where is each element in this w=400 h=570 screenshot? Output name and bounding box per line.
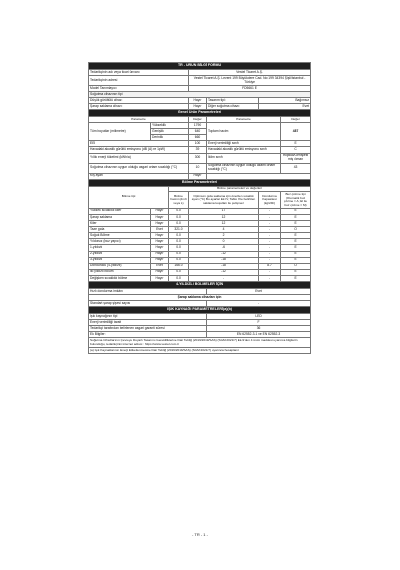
compartment-capacity: 8.7 [259, 263, 281, 269]
min-temp-value: 10 [189, 163, 207, 173]
other-device-value: Evet [259, 104, 311, 110]
compartment-volume: 0.0 [169, 221, 189, 227]
winter-setting-value: Hayır [189, 173, 207, 179]
address-value: Vestel Ticaret A.Ş. Levent 199 Büyükdere Cad. No:199 34394 Şişli/İstanbul - Türkiye [189, 76, 311, 86]
param-col-header: Parametre [89, 117, 189, 123]
compartment-defrost: E [281, 233, 311, 239]
supplier-value: Vestel Ticaret A.Ş. [189, 69, 311, 75]
wine-section-title: Şarap saklama cihazları için [89, 295, 311, 301]
eei-label: EEI [89, 141, 189, 147]
winter-setting-label: Kış ayarı [89, 173, 189, 179]
address-label: Tedarikçinin adresi [89, 76, 189, 86]
temp-setting-header: Optimum gıda saklama için önerilen sıcaklık ayarı (°C) Bu ayarlar Ek IV, Tablo 3'te belirtilen saklama koşulları ile çelişmez [189, 192, 259, 209]
wine-bottles-value: - [207, 301, 311, 307]
value-col-header-2: Değer [281, 117, 311, 123]
compartment-present: Hayır [151, 275, 169, 281]
note-light-source: (a) Işık Kaynaklarının Enerji Etiketlenmesine Dair Tebliğ (2019/2019/SAS) (SGM:2021/7) uyarınca hesaplanır [89, 348, 311, 354]
other-device-label: Diğer soğutma cihazı: [207, 104, 259, 110]
compartment-capacity: - [259, 275, 281, 281]
compartment-defrost: E [281, 251, 311, 257]
compartment-defrost: O [281, 263, 311, 269]
compartment-present: Hayır [151, 245, 169, 251]
compartment-present: Hayır [151, 251, 169, 257]
compartment-capacity: - [259, 251, 281, 257]
compartment-temp: 12 [189, 214, 259, 220]
sheet-title: TR - ÜRÜN BİLGİ FORMU [89, 63, 311, 70]
compartments-section-title: Bölme Parametreleri [89, 179, 311, 186]
noise-db-value: 39 [189, 147, 207, 153]
light-param-label: Tedarikçi tarafından belirlenen asgari garanti süresi [89, 326, 207, 332]
compartment-present: Evet [151, 227, 169, 233]
annual-energy-value: 300 [189, 153, 207, 163]
fast-freeze-value: Evet [207, 288, 311, 294]
compartment-name: Yıldızsız (buz yapıcı) [89, 239, 151, 245]
compartment-temp: 2 [189, 233, 259, 239]
compartment-name: Soğuk Bölme [89, 233, 151, 239]
compartment-name: 3-yıldızlı [89, 257, 151, 263]
dim-value: 1790 [189, 123, 207, 129]
noise-device-label: Düşük gürültülü cihaz: [89, 98, 189, 104]
compartment-defrost: O [281, 227, 311, 233]
model-label: Model Tanımlayıcı [89, 86, 189, 92]
light-section-title: IŞIK KAYNAĞI PARAMETRELERİ(a)(b) [89, 307, 311, 314]
compartment-temp: 4 [189, 227, 259, 233]
page-number: - TR - 1 - [192, 532, 208, 537]
compartment-defrost: E [281, 208, 311, 214]
noise-class-label: Havadaki akustik gürültü emisyonu sınıfı [207, 147, 281, 153]
fast-freeze-label: Hızlı dondurma imkânı [89, 288, 207, 294]
annual-energy-label: Yıllık enerji tüketimi (kWh/a) [89, 153, 189, 163]
compartment-defrost: E [281, 269, 311, 275]
compartment-volume: 321.0 [169, 227, 189, 233]
params-section-title: Genel Ürün Parametreleri [89, 110, 311, 117]
compartment-capacity: - [259, 239, 281, 245]
wine-device-label: Şarap saklama cihazı: [89, 104, 189, 110]
noise-class-value: C [281, 147, 311, 153]
compartment-params-header: Bölme parametreleri ve değerleri [169, 186, 311, 192]
compartment-temp: -18 [189, 257, 259, 263]
compartment-capacity: - [259, 221, 281, 227]
compartment-temp: -6 [189, 245, 259, 251]
compartment-capacity: - [259, 233, 281, 239]
product-info-sheet [88, 62, 310, 354]
total-volume-value: 487 [281, 123, 311, 141]
compartment-volume: 0.0 [169, 251, 189, 257]
volume-header: Bölme hacmi (dm3 veya L) [169, 192, 189, 209]
compartment-volume: 0.0 [169, 239, 189, 245]
light-param-label: Ek Bilgiler: [89, 332, 207, 338]
noise-device-value: Hayır [189, 98, 207, 104]
compartment-volume: 0.0 [169, 214, 189, 220]
compartment-defrost: E [281, 275, 311, 281]
compartment-capacity: - [259, 245, 281, 251]
info-table [88, 62, 311, 354]
compartment-volume: 0.0 [169, 275, 189, 281]
light-param-value: 36 [207, 326, 311, 332]
compartment-temp: 0 [189, 239, 259, 245]
model-value: FD5661 E [189, 86, 311, 92]
dim-name: Genişlik [151, 129, 189, 135]
compartment-temp: -12 [189, 251, 259, 257]
compartment-temp: -18 [189, 263, 259, 269]
compartment-present: Hayır [151, 233, 169, 239]
dims-label: Tüm boyutlar (milimetre) [89, 123, 151, 141]
noise-db-label: Havadaki akustik gürültü emisyonu (dB (A) re 1pW) [89, 147, 189, 153]
compartment-name: Yüksek sıcaklıklı kiler [89, 208, 151, 214]
wine-bottles-label: Standart şarap şişesi sayısı [89, 301, 207, 307]
dim-name: Derinlik [151, 135, 189, 141]
compartment-volume: 0.0 [169, 233, 189, 239]
climate-class-label: İklim sınıfı [207, 153, 281, 163]
compartment-present: Hayır [151, 208, 169, 214]
light-param-value: F [207, 320, 311, 326]
compartment-volume: 0.0 [169, 269, 189, 275]
compartment-defrost: E [281, 245, 311, 251]
wine-device-value: Hayır [189, 104, 207, 110]
compartment-capacity: - [259, 208, 281, 214]
light-param-label: Enerji verimliliği tarafı [89, 320, 207, 326]
compartment-present: Hayır [151, 269, 169, 275]
supplier-label: Tedarikçinin adı veya ticari ünvanı [89, 69, 189, 75]
light-param-value: LED [207, 314, 311, 320]
compartment-name: İki yıldızlı bölüm [89, 269, 151, 275]
compartment-present: Hayır [151, 221, 169, 227]
compartment-name: Dondurucu (4-yıldızlı) [89, 263, 151, 269]
value-col-header: Değer [189, 117, 207, 123]
compartment-defrost: E [281, 239, 311, 245]
four-star-section-title: 4-YILDIZLI BÖLMELER İÇİN [89, 282, 311, 289]
min-temp-label: Soğutma cihazının uygun olduğu asgari ortam sıcaklığı (°C) [89, 163, 189, 173]
design-type-label: Tasarım tipi: [207, 98, 259, 104]
compartment-defrost: E [281, 221, 311, 227]
light-param-label: Işık kaynağının tipi [89, 314, 207, 320]
max-temp-value: 43 [281, 163, 311, 173]
freezing-capacity-header: Dondurma Kapasitesi (kg/24h) [259, 192, 281, 209]
compartment-capacity: - [259, 214, 281, 220]
eei-value: 100 [189, 141, 207, 147]
light-param-value: EN 62552-3-1 ve EN 62552-3 [207, 332, 311, 338]
note-supplier-website: Soğutma Cihazlarının Çevreye Duyarlı Tasarımı Gerekliliklerine Dair Tebliğ (2019/2019/SAS) (SGM:2021/7) Ek-9'den 4 üncü maddesi uyarınca bilgilerin bulunduğu, tedarikçinin internet adresi : https://www.vestel.com.tr [89, 338, 311, 348]
max-temp-label: Soğutma cihazının uygun olduğu azami ortam sıcaklığı (°C) [207, 163, 281, 173]
compartment-capacity: - [259, 257, 281, 263]
compartment-present: Hayır [151, 257, 169, 263]
total-volume-label: Toplam hacim [207, 123, 281, 141]
compartment-type-header: Bölme tipi [89, 186, 169, 208]
compartment-temp: 17 [189, 208, 259, 214]
compartment-defrost: E [281, 214, 311, 220]
compartment-volume: 166.0 [169, 263, 189, 269]
compartment-capacity: - [259, 227, 281, 233]
dim-name: Yükseklik [151, 123, 189, 129]
compartment-volume: 0.0 [169, 257, 189, 263]
compartment-present: Hayır [151, 239, 169, 245]
compartment-volume: 0.0 [169, 208, 189, 214]
compartment-present: Hayır [151, 214, 169, 220]
dim-value: 660 [189, 135, 207, 141]
compartment-name: Kiler [89, 221, 151, 227]
compartment-volume: 0.0 [169, 245, 189, 251]
compartment-name: 2-yıldızlı [89, 251, 151, 257]
compartment-present: Evet [151, 263, 169, 269]
dim-value: 640 [189, 129, 207, 135]
energy-class-label: Enerji verimliliği sınıfı [207, 141, 281, 147]
param-col-header-2: Parametre [207, 117, 281, 123]
defrost-type-header: Buz çözme tipi (Otomatik buz çözme = A; El ile buz çözme = M) [281, 192, 311, 209]
compartment-temp: - [189, 275, 259, 281]
type-label: Soğutma cihazının tipi [89, 92, 311, 98]
compartment-defrost: E [281, 257, 311, 263]
design-type-value: Bağımsız [259, 98, 311, 104]
compartment-name: 1-yıldızlı [89, 245, 151, 251]
compartment-name: Değişken sıcaklıklı bölme [89, 275, 151, 281]
compartment-capacity: - [259, 269, 281, 275]
compartment-name: Şarap saklama [89, 214, 151, 220]
compartment-name: Taze gıda [89, 227, 151, 233]
compartment-temp: -12 [189, 269, 259, 275]
compartment-temp: 12 [189, 221, 259, 227]
climate-class-value: tropikal/Genişletil miş ılıman [281, 153, 311, 163]
energy-class-value: E [281, 141, 311, 147]
